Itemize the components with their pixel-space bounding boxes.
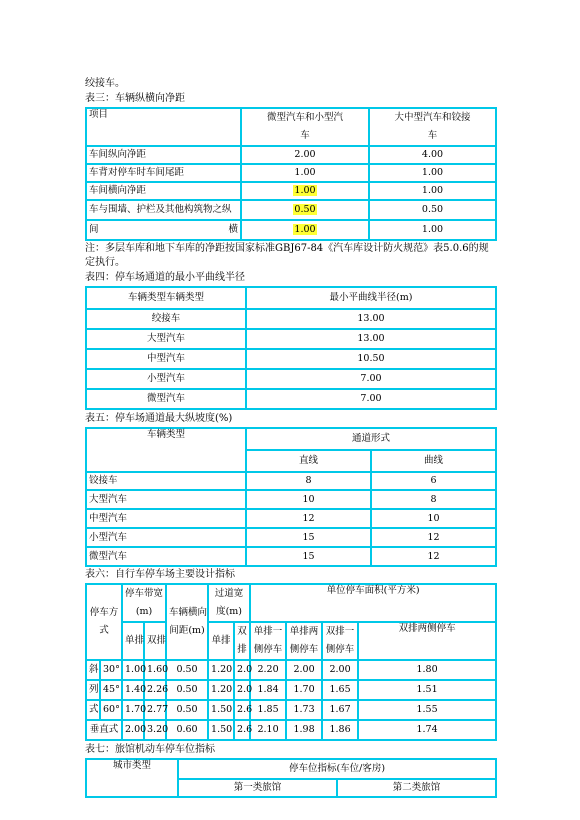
t6-header-width-line1: 停车带宽 [125,588,164,599]
highlighted-value: 0.50 [294,204,316,215]
t6-row-w1: 1.40 [122,680,144,700]
intro-line: 绞接车。 [85,78,125,89]
t5-row-label: 大型汽车 [86,490,246,509]
t4-row-label: 中型汽车 [86,349,246,369]
t3-header-col1-line2: 车 [300,130,310,141]
t6-row-p1: 1.85 [250,700,286,720]
t6-row-p1: 1.84 [250,680,286,700]
t6-header-aisle-single: 单排 [208,622,234,660]
highlighted-value: 1.00 [294,224,316,235]
t6-row-angle: 60° [100,700,122,720]
t6-row-p4: 1.55 [358,700,496,720]
t5-header-type: 车辆类型 [86,428,246,472]
t6-header-mode [86,584,122,660]
t4-row-value: 10.50 [246,349,496,369]
t5-header-straight: 直线 [246,450,371,472]
t6-row-spacing: 0.60 [166,720,208,740]
t6-row-w1: 1.70 [122,700,144,720]
t6-row-p4: 1.51 [358,680,496,700]
t6-header-p3-line2: 侧停车 [325,644,355,655]
t6-row-a1: 1.20 [208,680,234,700]
t3-row-value1 [241,220,369,240]
t6-header-p1-line2: 侧停车 [253,644,283,655]
t3-row-label: 车背对停车时车间尾距 [86,164,241,182]
footnote: 注：多层车库和地下车库的净距按国家标准GBJ67-84《汽车库设计防火规范》表5.0.6的规定执行。 [85,243,489,268]
t4-row-value: 13.00 [246,329,496,349]
t3-row-label: 车间纵向净距 [86,146,241,164]
t3-row-label-part1: 间 [89,224,99,235]
table3-caption: 表三：车辆纵横向净距 [85,93,185,104]
t6-header-aisle-line1: 过道宽 [214,588,244,599]
table7-caption: 表七：旅馆机动车停车位指标 [85,744,215,755]
table6 [85,583,497,741]
t6-row-spacing: 0.50 [166,680,208,700]
table5 [85,427,497,567]
t6-header-mode-line2: 式 [99,625,109,636]
t6-row-a1: 1.20 [208,660,234,680]
t7-header-hotel1: 第一类旅馆 [178,779,337,797]
t6-row-angle: 30° [100,660,122,680]
t6-row-a2: 2.6 [234,700,250,720]
t6-header-p3 [322,622,358,660]
t6-header-width-line2: (m) [135,606,153,617]
t6-row-w2: 3.20 [144,720,166,740]
t6-row-mode: 斜 [86,660,100,680]
t6-row-p1: 2.20 [250,660,286,680]
document-page [85,76,495,798]
t6-header-mode-line1: 停车方 [89,607,119,618]
table4-caption: 表四：停车场通道的最小平曲线半径 [85,272,245,283]
t3-row-value2: 1.00 [369,182,496,200]
table7 [85,758,497,798]
t6-row-mode: 垂直式 [86,720,122,740]
t6-row-spacing: 0.50 [166,700,208,720]
t6-row-p3: 1.86 [322,720,358,740]
t3-row-value2: 0.50 [369,200,496,220]
t4-row-value: 7.00 [246,389,496,409]
t5-header-form: 通道形式 [246,428,496,450]
t3-row-value1 [241,182,369,200]
t5-row-straight: 12 [246,509,371,528]
highlighted-value: 1.00 [294,185,316,196]
t6-row-w2: 1.60 [144,660,166,680]
t6-header-p2-line2: 侧停车 [289,644,319,655]
t6-row-p2: 1.98 [286,720,322,740]
t6-header-single: 单排 [122,622,144,660]
t5-row-label: 铰接车 [86,472,246,490]
t6-header-double: 双排 [144,622,166,660]
t6-header-width [122,584,166,622]
t6-row-a2: 2.0 [234,660,250,680]
table5-caption: 表五：停车场通道最大纵坡度(%) [85,413,233,424]
t6-row-p1: 2.10 [250,720,286,740]
t7-header-index: 停车位指标(车位/客房) [178,759,496,779]
t3-header-col2-line2: 车 [427,130,438,141]
t3-header-col2 [369,108,496,146]
t3-header-col2-line1: 大中型汽车和铰接 [394,112,471,123]
t3-row-value2: 4.00 [369,146,496,164]
t6-header-area: 单位停车面积(平方米) [250,584,496,622]
t5-row-straight: 8 [246,472,371,490]
t5-row-label: 微型汽车 [86,547,246,566]
t6-row-w2: 2.77 [144,700,166,720]
t6-header-aisle-double-line2: 排 [237,644,247,655]
t6-row-a1: 1.50 [208,700,234,720]
t6-row-a2: 2.6 [234,720,250,740]
t3-row-value1: 1.00 [241,164,369,182]
table6-caption: 表六：自行车停车场主要设计指标 [85,569,235,580]
t6-row-p2: 2.00 [286,660,322,680]
t6-row-p2: 1.70 [286,680,322,700]
t6-header-aisle [208,584,250,622]
t6-row-w2: 2.26 [144,680,166,700]
t6-header-spacing-line1: 车辆横向 [169,607,208,618]
t6-header-p1 [250,622,286,660]
t3-header-col1 [241,108,369,146]
table4 [85,286,497,410]
t5-header-curve: 曲线 [371,450,496,472]
t3-row-value1: 2.00 [241,146,369,164]
t4-header-type: 车辆类型车辆类型 [86,287,246,309]
t5-row-curve: 12 [371,547,496,566]
t6-header-aisle-line2: 度(m) [216,606,242,617]
t4-row-label: 小型汽车 [86,369,246,389]
t3-header-item: 项目 [86,108,241,146]
t3-header-col1-line1: 微型汽车和小型汽 [266,112,343,123]
t6-header-p2-line1: 单排两 [289,626,319,637]
t6-header-aisle-double-line1: 双 [237,626,247,637]
t6-header-spacing [166,584,208,660]
t7-header-hotel2: 第二类旅馆 [337,779,496,797]
t6-row-p3: 1.65 [322,680,358,700]
t3-row-label: 车与围墙、护栏及其他构筑物之纵 [86,200,241,220]
t5-row-curve: 8 [371,490,496,509]
t6-row-angle: 45° [100,680,122,700]
t3-row-label [86,220,241,240]
t6-row-spacing: 0.50 [166,660,208,680]
t6-header-p2 [286,622,322,660]
t6-row-p4: 1.80 [358,660,496,680]
t3-row-value2: 1.00 [369,220,496,240]
t6-row-p2: 1.73 [286,700,322,720]
t6-header-p4: 双排两侧停车 [358,622,496,660]
table3 [85,107,497,241]
t6-header-p3-line1: 双排一 [325,626,355,637]
t6-row-a1: 1.50 [208,720,234,740]
t5-row-curve: 6 [371,472,496,490]
t4-header-radius: 最小平曲线半径(m) [246,287,496,309]
t7-header-city: 城市类型 [86,759,178,797]
t6-row-p3: 1.67 [322,700,358,720]
t6-header-p1-line1: 单排一 [253,626,283,637]
t6-row-w1: 1.00 [122,660,144,680]
t6-row-p4: 1.74 [358,720,496,740]
t3-row-label-part2: 横 [228,224,238,235]
t6-row-p3: 2.00 [322,660,358,680]
t5-row-straight: 10 [246,490,371,509]
t5-row-straight: 15 [246,547,371,566]
t4-row-value: 13.00 [246,309,496,329]
t4-row-value: 7.00 [246,369,496,389]
t4-row-label: 大型汽车 [86,329,246,349]
t6-row-mode: 式 [86,700,100,720]
t6-row-w1: 2.00 [122,720,144,740]
t5-row-curve: 12 [371,528,496,547]
t4-row-label: 微型汽车 [86,389,246,409]
t4-row-label: 绞接车 [86,309,246,329]
t3-row-label: 车间横向净距 [86,182,241,200]
t6-header-aisle-double [234,622,250,660]
t5-row-straight: 15 [246,528,371,547]
t5-row-curve: 10 [371,509,496,528]
t6-row-a2: 2.0 [234,680,250,700]
t5-row-label: 中型汽车 [86,509,246,528]
t3-row-value2: 1.00 [369,164,496,182]
t6-header-spacing-line2: 间距(m) [169,625,205,636]
t3-row-value1 [241,200,369,220]
t6-row-mode: 列 [86,680,100,700]
t5-row-label: 小型汽车 [86,528,246,547]
